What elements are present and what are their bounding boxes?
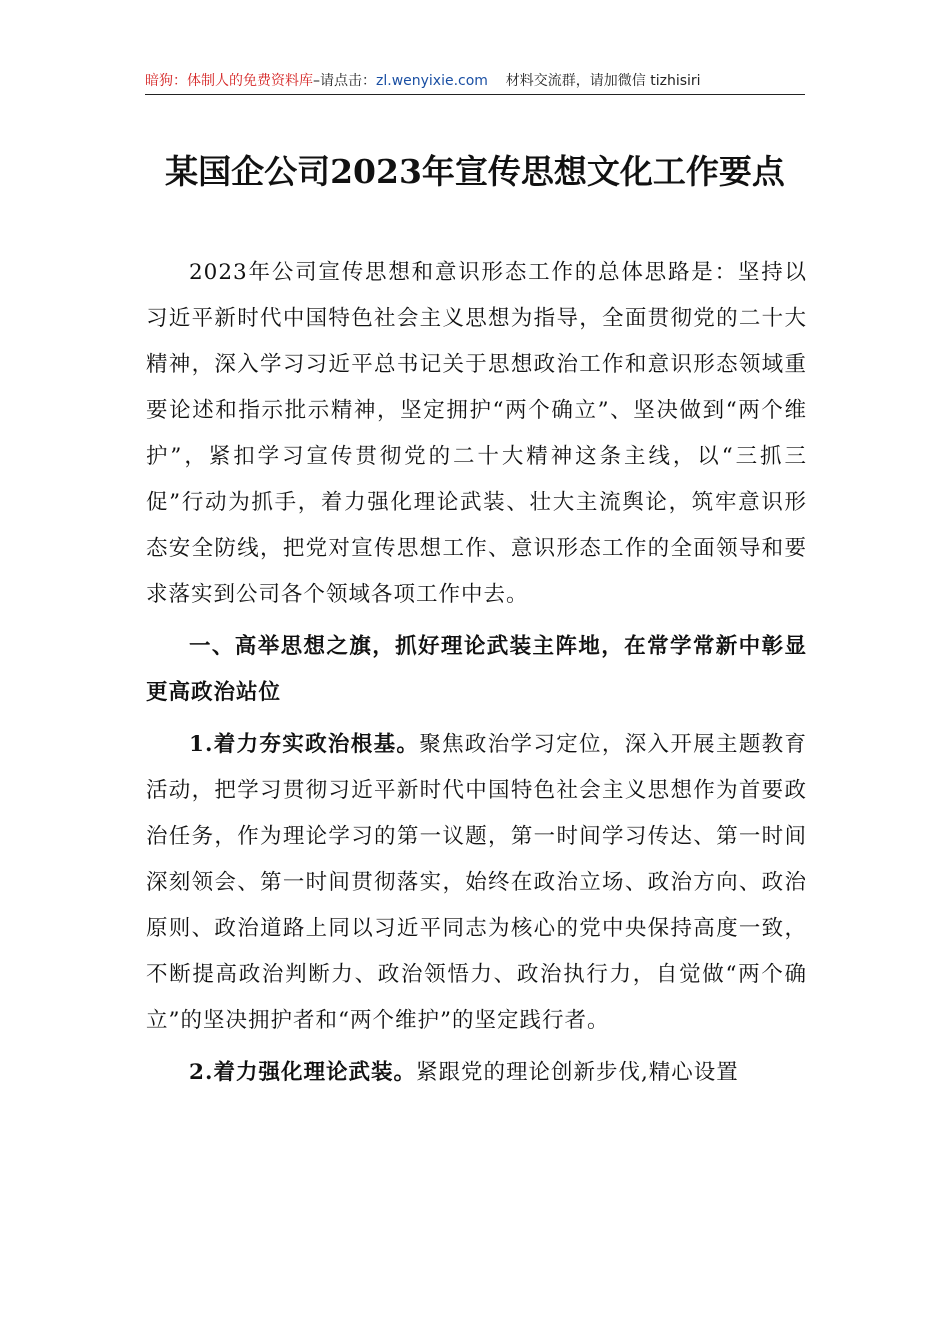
header-contact: 材料交流群，请加微信 tizhisiri [505, 73, 701, 89]
header-url-link[interactable]: zl.wenyixie.com [376, 73, 488, 89]
item-1-text: 聚焦政治学习定位，深入开展主题教育活动，把学习贯彻习近平新时代中国特色社会主义思想作为首要政治任务，作为理论学习的第一议题，第一时间学习传达、第一时间深刻领会、第一时间贯彻落实，始终在政治立场、政治方向、政治原则、政治道路上同以习近平同志为核心的党中央保持高度一致，不断提高政治判断力、政治领悟力、政治执行力，自觉做“两个确立”的坚决拥护者和“两个维护”的坚定践行者。 [146, 732, 807, 1033]
item-2-text: 紧跟党的理论创新步伐,精心设置 [415, 1060, 739, 1085]
header-prompt: –请点击： [313, 73, 376, 89]
header-brand: 暗狗：体制人的免费资料库 [145, 73, 313, 89]
document-body [146, 250, 807, 1096]
item-paragraph-1 [146, 722, 807, 1044]
section-heading-1: 一、高举思想之旗，抓好理论武装主阵地，在常学常新中彰显更高政治站位 [146, 634, 807, 705]
item-2-lead: 2.着力强化理论武装。 [189, 1060, 416, 1085]
item-1-lead: 1.着力夯实政治根基。 [189, 732, 420, 757]
item-paragraph-2 [146, 1050, 807, 1096]
page-header-banner [145, 68, 805, 95]
intro-paragraph: 2023年公司宣传思想和意识形态工作的总体思路是：坚持以习近平新时代中国特色社会主义思想为指导，全面贯彻党的二十大精神，深入学习习近平总书记关于思想政治工作和意识形态领域重要论述和指示批示精神，坚定拥护“两个确立”、坚决做到“两个维护”，紧扣学习宣传贯彻党的二十大精神这条主线，以“三抓三促”行动为抓手，着力强化理论武装、壮大主流舆论，筑牢意识形态安全防线，把党对宣传思想工作、意识形态工作的全面领导和要求落实到公司各个领域各项工作中去。 [146, 260, 807, 607]
document-title: 某国企公司2023年宣传思想文化工作要点 [165, 152, 785, 191]
